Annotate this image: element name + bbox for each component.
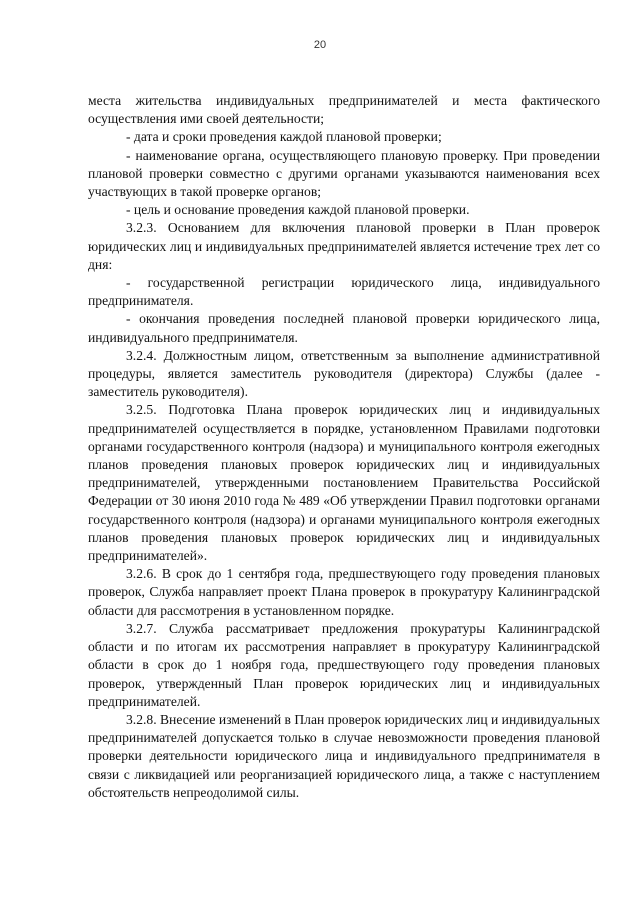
paragraph-residence-continuation: места жительства индивидуальных предпринимателей и места фактического осуществления ими своей деятельности; xyxy=(88,93,600,127)
paragraph-3-2-5: 3.2.5. Подготовка Плана проверок юридических лиц и индивидуальных предпринимателей осуществляется в порядке, установленном Правилами подготовки органами государственного контроля (надзора) и муниципального контроля ежегодных планов проведения плановых проверок юридических лиц и индивидуальных предпринимателей, утвержденными постановлением Правительства Российской Федерации от 30 июня 2010 года № 489 «Об утверждении Правил подготовки органами государственного контроля (надзора) и органами муниципального контроля ежегодных планов проведения плановых проверок юридических лиц и индивидуальных предпринимателей». xyxy=(88,402,600,564)
list-item-purpose: - цель и основание проведения каждой плановой проверки. xyxy=(126,202,470,218)
list-item-authority-name: - наименование органа, осуществляющего плановую проверку. При проведении плановой проверки совместно с другими органами указываются наименования всех участвующих в такой проверке органов; xyxy=(88,147,600,200)
list-item-last-inspection: - окончания проведения последней плановой проверки юридического лица, индивидуального предпринимателя. xyxy=(88,311,600,345)
paragraph-3-2-3: 3.2.3. Основанием для включения плановой проверки в План проверок юридических лиц и индивидуальных предпринимателей является истечение трех лет со дня: xyxy=(88,220,600,272)
paragraph-3-2-7: 3.2.7. Служба рассматривает предложения прокуратуры Калининградской области и по итогам их рассмотрения направляет в прокуратуру Калининградской области в срок до 1 ноября года, предшествующего году проведения плановых проверок, утвержденный План проверок юридических лиц и индивидуальных предпринимателей. xyxy=(88,620,600,709)
list-item-dates: - дата и сроки проведения каждой плановой проверки; xyxy=(126,129,442,145)
list-item-state-registration: - государственной регистрации юридического лица, индивидуального предпринимателя. xyxy=(88,275,600,309)
page-number: 20 xyxy=(313,39,327,51)
document-body xyxy=(88,92,600,802)
paragraph-3-2-6: 3.2.6. В срок до 1 сентября года, предшествующего году проведения плановых проверок, Служба направляет проект Плана проверок в прокуратуру Калининградской области для рассмотрения в установленном порядке. xyxy=(88,566,600,618)
paragraph-3-2-4: 3.2.4. Должностным лицом, ответственным за выполнение административной процедуры, является заместитель руководителя (директора) Службы (далее - заместитель руководителя). xyxy=(88,347,600,400)
paragraph-3-2-8: 3.2.8. Внесение изменений в План проверок юридических лиц и индивидуальных предпринимателей допускается только в случае невозможности проведения плановой проверки деятельности юридического лица и индивидуального предпринимателя в связи с ликвидацией или реорганизацией юридического лица, а также с наступлением обстоятельств непреодолимой силы. xyxy=(88,711,600,800)
